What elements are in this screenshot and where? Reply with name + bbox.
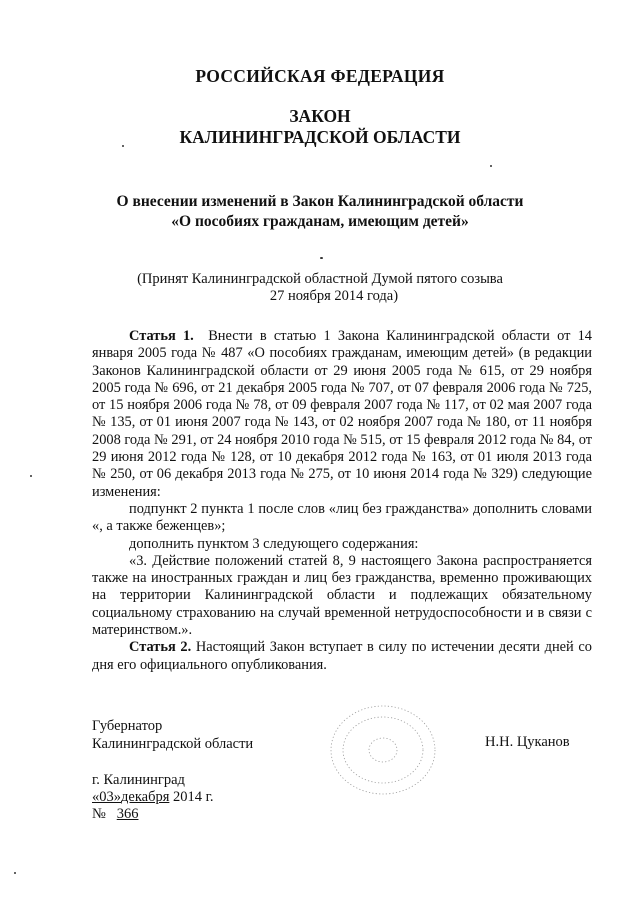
official-seal-stamp xyxy=(325,700,440,800)
title-line-1: О внесении изменений в Закон Калининградской области xyxy=(116,193,524,210)
scan-speck xyxy=(30,475,32,477)
signing-city: г. Калининград xyxy=(92,772,185,788)
article-2-text: Настоящий Закон вступает в силу по истечении десяти дней со дня его официального опубликования. xyxy=(92,639,592,673)
signatory-name: Н.Н. Цуканов xyxy=(485,734,570,750)
signing-date xyxy=(92,789,214,806)
law-body xyxy=(92,328,592,674)
scan-speck xyxy=(122,145,124,147)
article-1-text: Внести в статью 1 Закона Калининградской области от 14 января 2005 года № 487 «О пособиях гражданам, имеющим детей» (в редакции Законов Калининградской области от 29 июня 2005 года № 615, от 29 ноября 2005 года № 696, от 21 декабря 2005 года № 707, от 07 февраля 2006 года № 725, от 15 ноября 2006 года № 78, от 09 февраля 2007 года № 117, от 02 мая 2007 года № 135, от 01 июня 2007 года № 143, от 02 ноября 2007 года № 180, от 11 ноября 2008 года № 291, от 24 ноября 2010 года № 515, от 15 февраля 2012 года № 84, от 29 июня 2012 года № 128, от 10 декабря 2012 года № 163, от 01 июля 2013 года № 250, от 06 декабря 2013 года № 275, от 10 июня 2014 года № 329) следующие изменения: xyxy=(92,328,592,500)
article-1 xyxy=(92,328,592,501)
signing-date-year: 2014 г. xyxy=(173,789,214,805)
article-1-sub-3: «3. Действие положений статей 8, 9 настоящего Закона распространяется также на иностранных граждан и лиц без гражданства, временно проживающих на территории Калининградской области и подлежащих обязательному социальному страхованию на случай временной нетрудоспособности и в связи с материнством.». xyxy=(92,552,592,639)
article-1-sub-1: подпункт 2 пункта 1 после слов «лиц без гражданства» дополнить словами «, а также беженцев»; xyxy=(92,500,592,535)
signing-date-day: «03» xyxy=(92,789,121,805)
article-1-sub-2: дополнить пунктом 3 следующего содержания: xyxy=(129,535,419,552)
title-line-2: «О пособиях гражданам, имеющим детей» xyxy=(171,213,469,230)
law-number xyxy=(92,806,138,823)
adopted-line-2: 27 ноября 2014 года) xyxy=(269,288,399,304)
law-number-value: 366 xyxy=(116,806,139,822)
adopted-line-1: (Принят Калининградской областной Думой пятого созыва xyxy=(137,271,503,287)
scan-speck xyxy=(14,872,16,874)
article-2 xyxy=(92,639,592,674)
article-2-label: Статья 2. xyxy=(129,639,192,656)
header-region: КАЛИНИНГРАДСКОЙ ОБЛАСТИ xyxy=(179,127,461,147)
article-1-label: Статья 1. xyxy=(129,328,194,344)
scan-speck xyxy=(490,165,492,167)
scan-speck xyxy=(320,257,323,259)
signatory-position-line-2: Калининградской области xyxy=(92,736,254,752)
signing-date-month: декабря xyxy=(121,789,170,805)
header-federation: РОССИЙСКАЯ ФЕДЕРАЦИЯ xyxy=(195,66,445,86)
header-law: ЗАКОН xyxy=(289,106,351,126)
signatory-position-line-1: Губернатор xyxy=(92,718,163,734)
law-number-label: № xyxy=(92,806,106,822)
